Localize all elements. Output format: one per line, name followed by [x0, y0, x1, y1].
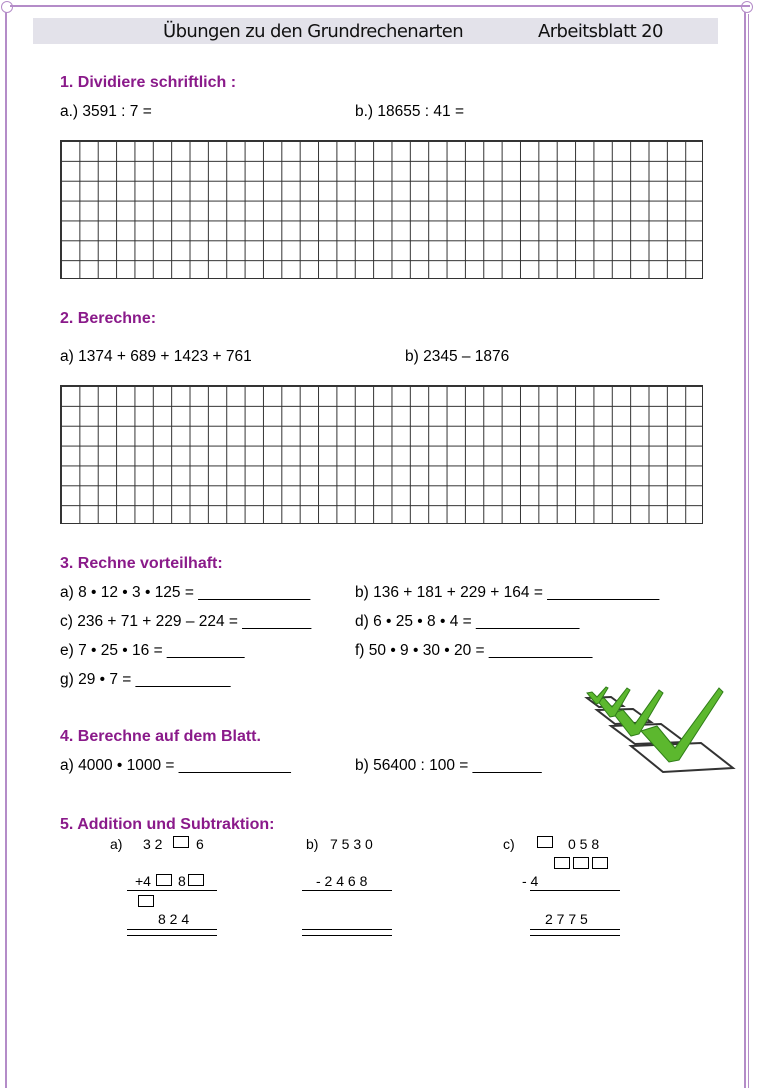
task-5c-label: c) [503, 836, 515, 852]
sum-line [127, 890, 217, 891]
task-5a-result: 8 2 4 [158, 911, 190, 927]
task-5a-label: a) [110, 836, 123, 852]
sum-line [302, 890, 392, 891]
grid-section-1 [60, 140, 703, 279]
task-5a-second-prefix: +4 [135, 873, 151, 889]
task-4a: a) 4000 • 1000 = _____________ [60, 757, 291, 774]
page-border-top [10, 5, 750, 7]
task-5a-second-mid: 8 [178, 873, 186, 889]
task-5a-top-last: 6 [196, 836, 204, 852]
result-line [530, 935, 620, 936]
task-5b-second: - 2 4 6 8 [316, 873, 368, 889]
task-3g: g) 29 • 7 = ___________ [60, 671, 231, 688]
checkmarks-icon [583, 686, 738, 776]
sum-line [530, 890, 620, 891]
task-3d: d) 6 • 25 • 8 • 4 = ____________ [355, 613, 580, 630]
task-5b-top: 7 5 3 0 [330, 836, 373, 852]
page-border-right [744, 12, 746, 1088]
task-5b-label: b) [306, 836, 319, 852]
task-5c-result: 2 7 7 5 [545, 911, 588, 927]
task-5c-second: - 4 [522, 873, 539, 889]
task-1b: b.) 18655 : 41 = [355, 103, 465, 120]
page-border-left [5, 12, 7, 1088]
task-4b: b) 56400 : 100 = ________ [355, 757, 542, 774]
result-line [530, 929, 620, 930]
result-line [127, 929, 217, 930]
section-5-heading: 5. Addition und Subtraktion: [60, 816, 275, 833]
task-3e: e) 7 • 25 • 16 = _________ [60, 642, 245, 659]
blank-box [188, 874, 204, 886]
section-3-heading: 3. Rechne vorteilhaft: [60, 555, 223, 572]
corner-ornament-left [1, 1, 13, 13]
section-4-heading: 4. Berechne auf dem Blatt. [60, 728, 261, 745]
task-3c: c) 236 + 71 + 229 – 224 = ________ [60, 613, 312, 630]
section-1-heading: 1. Dividiere schriftlich : [60, 74, 237, 91]
worksheet-number: Arbeitsblatt 20 [538, 21, 663, 42]
blank-box [537, 836, 553, 848]
task-3b: b) 136 + 181 + 229 + 164 = _____________ [355, 584, 660, 601]
task-3a: a) 8 • 12 • 3 • 125 = _____________ [60, 584, 311, 601]
result-line [127, 935, 217, 936]
task-3f: f) 50 • 9 • 30 • 20 = ____________ [355, 642, 593, 659]
blank-box [554, 857, 570, 869]
result-line [302, 935, 392, 936]
task-2a: a) 1374 + 689 + 1423 + 761 [60, 348, 252, 365]
grid-section-2 [60, 385, 703, 524]
blank-box [156, 874, 172, 886]
section-2-heading: 2. Berechne: [60, 310, 157, 327]
corner-ornament-right [741, 1, 753, 13]
carry-box [138, 895, 154, 907]
task-1a: a.) 3591 : 7 = [60, 103, 152, 120]
task-5c-top: 0 5 8 [568, 836, 600, 852]
blank-box [173, 836, 189, 848]
worksheet-title: Übungen zu den Grundrechenarten [163, 21, 464, 42]
worksheet-header [33, 18, 718, 44]
task-5a-top-digits: 3 2 [143, 836, 163, 852]
blank-box [592, 857, 608, 869]
blank-box [573, 857, 589, 869]
result-line [302, 929, 392, 930]
task-2b: b) 2345 – 1876 [405, 348, 510, 365]
page-border-right-inner [748, 14, 749, 1088]
